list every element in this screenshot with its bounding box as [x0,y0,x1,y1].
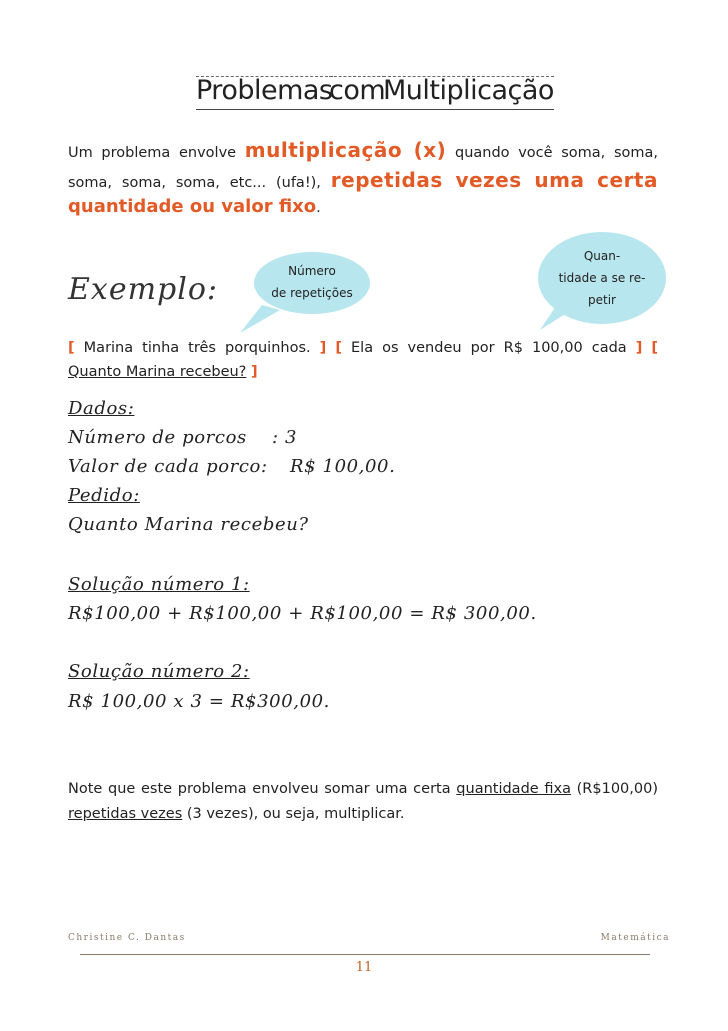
dados-heading: Dados: [68,398,135,419]
note-underlined: quantidade fixa [456,781,571,797]
pedido-text: Quanto Marina recebeu? [68,514,309,535]
example-line-2 [68,364,658,380]
example-text: Ela os vendeu por R$ 100,00 cada [351,340,627,356]
intro-text: . [316,200,321,216]
note-text: (R$100,00) [576,781,658,797]
dados-porcos-label: Número de porcos [68,427,247,448]
bracket: ] [635,340,643,356]
bubble-text: petir [588,293,616,307]
dados-valor-value: R$ 100,00. [290,456,396,477]
example-line-1 [68,340,658,356]
footer-author: Christine C. Dantas [68,933,186,943]
page-number: 11 [355,960,373,975]
bracket: [ [335,340,342,356]
bubble-text: Número [288,264,336,278]
title-word-multiplicacao: Multiplicação [383,72,554,110]
note-underlined: repetidas vezes [68,806,183,822]
note-text: Note que este problema envolveu somar uma certa [68,781,451,797]
bubble-text: tidade a se re- [558,271,646,285]
footer-subject: Matemática [600,933,670,943]
dados-valor-label: Valor de cada porco: [68,456,268,477]
bracket: [ [68,340,75,356]
solucao1-heading: Solução número 1: [68,574,250,595]
pedido-heading: Pedido: [68,485,140,506]
solucao2-text: R$ 100,00 x 3 = R$300,00. [68,691,330,712]
footer-divider [80,954,650,955]
intro-highlight: quantidade ou valor fixo [68,196,317,217]
title-word-com: com [329,72,385,110]
bubble-quantidade-repetir [538,232,666,324]
intro-highlight: multiplicação (x) [244,138,447,162]
note-line-2 [68,806,658,822]
intro-text: Um problema envolve [68,145,237,161]
bracket: ] [319,340,327,356]
solucao2-heading: Solução número 2: [68,661,250,682]
note-text: (3 vezes), ou seja, multiplicar. [182,806,405,822]
bracket: [ [651,340,659,356]
intro-text: soma, soma, soma, etc... (ufa!), [68,175,321,191]
title-word-problemas: Problemas [196,72,333,110]
intro-text: quando você soma, soma, [455,145,659,161]
example-heading: Exemplo: [68,272,218,307]
example-text: Marina tinha três porquinhos. [83,340,311,356]
solucao1-text: R$100,00 + R$100,00 + R$100,00 = R$ 300,00. [68,603,537,624]
bubble-text: Quan- [583,249,621,263]
example-question: Quanto Marina recebeu? [68,364,247,380]
intro-highlight: repetidas vezes uma certa [330,168,658,192]
bracket: ] [251,364,258,380]
dados-porcos-value: : 3 [272,427,298,448]
bubble-numero-repeticoes [254,252,370,314]
bubble-text: de repetições [271,286,353,300]
note-line-1 [68,781,658,797]
